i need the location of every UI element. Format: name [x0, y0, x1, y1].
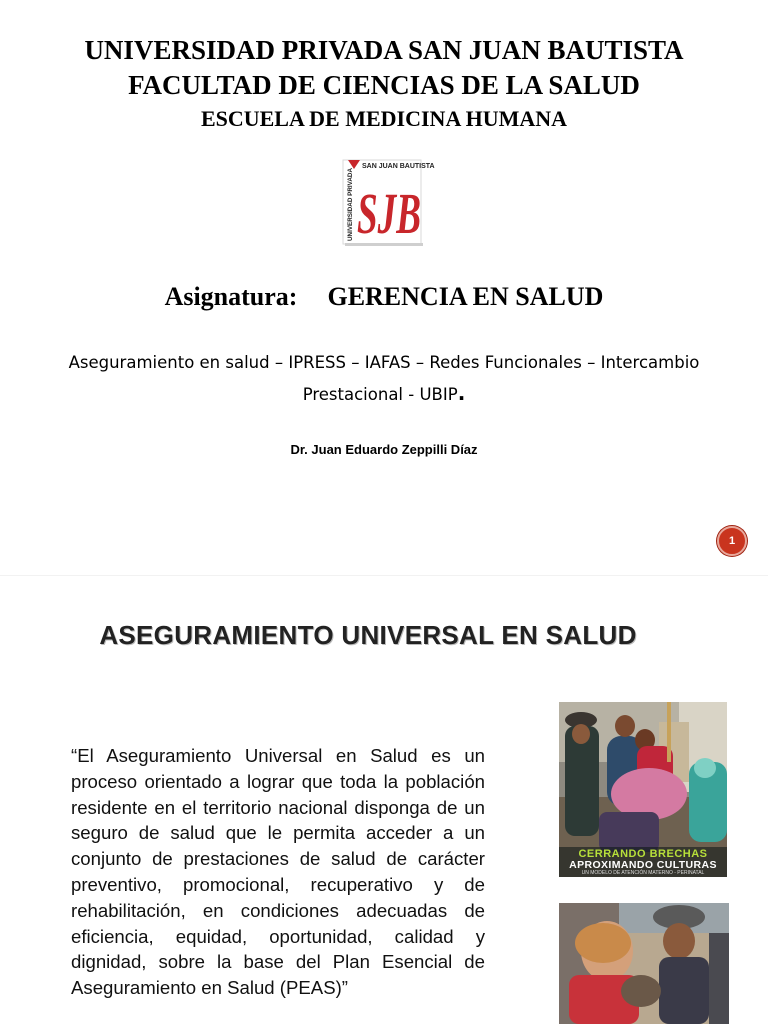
caption-line-1: CERRANDO BRECHAS: [578, 848, 708, 860]
university-logo: [340, 157, 435, 247]
caption-line-2: APROXIMANDO CULTURAS: [569, 859, 717, 871]
logo-monogram: SJB: [357, 181, 421, 246]
photo-birth-scene: [559, 702, 727, 877]
sjb-logo-icon: [340, 157, 435, 247]
page-number-badge: 1: [717, 526, 747, 556]
photo-illustration-2: [559, 903, 729, 1024]
subject-line: [0, 280, 768, 314]
definition-quote: “El Aseguramiento Universal en Salud es un proceso orientado a lograr que toda la población residente en el territorio nacional disponga de un seguro de salud que le permita acceder a un conjunto de prestaciones de salud de carácter preventivo, promocional, recuperativo y de rehabilitación, en condiciones adecuadas de eficiencia, equidad, oportunidad, calidad y dignidad, sobre la base del Plan Esencial de Aseguramiento en Salud (PEAS)”: [71, 745, 485, 999]
slide-divider: [0, 575, 768, 576]
caption-line-3: UN MODELO DE ATENCIÓN MATERNO - PERINATAL: [581, 870, 705, 876]
section-title: ASEGURAMIENTO UNIVERSAL EN SALUD: [99, 620, 637, 650]
university-heading: [0, 33, 768, 103]
university-name: UNIVERSIDAD PRIVADA SAN JUAN BAUTISTA: [84, 35, 684, 65]
subject-name: GERENCIA EN SALUD: [327, 282, 604, 311]
subject-label: Asignatura:: [164, 282, 298, 311]
faculty-name: FACULTAD DE CIENCIAS DE LA SALUD: [128, 70, 640, 100]
school-name: ESCUELA DE MEDICINA HUMANA: [200, 106, 568, 131]
photo-community-scene: [559, 903, 729, 1024]
logo-top-text: SAN JUAN BAUTISTA: [362, 163, 435, 170]
topics-line-2: Prestacional - UBIP: [302, 385, 458, 404]
topics-line-1: Aseguramiento en salud – IPRESS – IAFAS – Redes Funcionales – Intercambio: [68, 353, 700, 372]
logo-side-text: UNIVERSIDAD PRIVADA: [347, 167, 354, 241]
topics: [40, 348, 728, 410]
topics-end: .: [457, 381, 466, 405]
author: Dr. Juan Eduardo Zeppilli Díaz: [290, 442, 478, 457]
photo-caption-banner: [559, 847, 727, 877]
